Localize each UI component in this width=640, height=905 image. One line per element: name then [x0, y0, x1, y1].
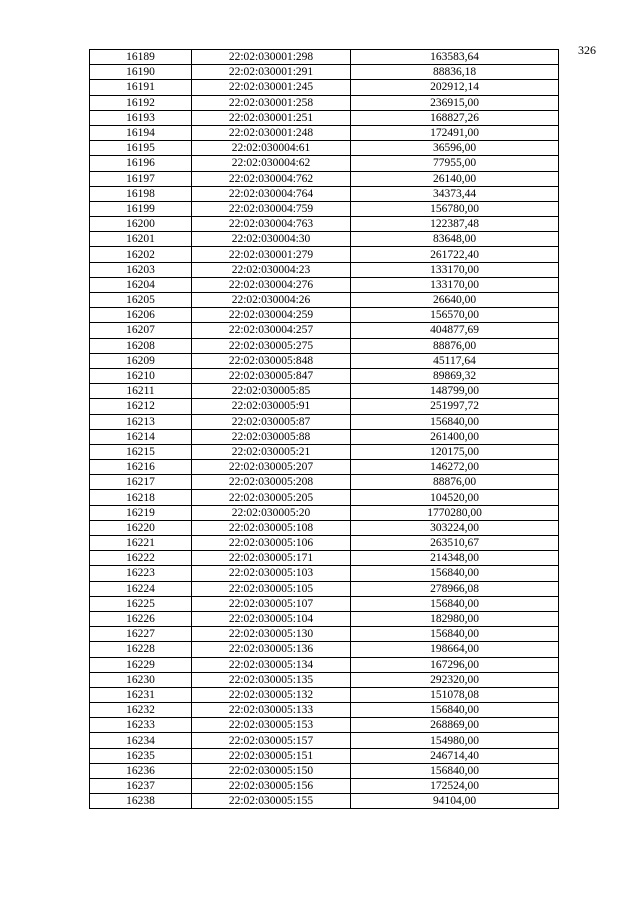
- row-number-cell: 16206: [90, 308, 192, 323]
- table-row: [90, 475, 559, 490]
- cadastral-value-cell: 303224,00: [351, 520, 559, 535]
- cadastral-number-cell: 22:02:030005:88: [192, 429, 351, 444]
- cadastral-number-cell: 22:02:030005:107: [192, 596, 351, 611]
- cadastral-value-cell: 1770280,00: [351, 505, 559, 520]
- table-row: [90, 627, 559, 642]
- table-row: [90, 384, 559, 399]
- table-row: [90, 718, 559, 733]
- table-row: [90, 247, 559, 262]
- cadastral-value-cell: 172524,00: [351, 779, 559, 794]
- row-number-cell: 16230: [90, 672, 192, 687]
- cadastral-number-cell: 22:02:030005:85: [192, 384, 351, 399]
- row-number-cell: 16237: [90, 779, 192, 794]
- table-row: [90, 156, 559, 171]
- table-row: [90, 50, 559, 65]
- row-number-cell: 16199: [90, 201, 192, 216]
- cadastral-value-cell: 122387,48: [351, 217, 559, 232]
- cadastral-value-cell: 167296,00: [351, 657, 559, 672]
- row-number-cell: 16228: [90, 642, 192, 657]
- cadastral-number-cell: 22:02:030005:87: [192, 414, 351, 429]
- cadastral-value-cell: 104520,00: [351, 490, 559, 505]
- table-row: [90, 657, 559, 672]
- cadastral-number-cell: 22:02:030005:20: [192, 505, 351, 520]
- cadastral-number-cell: 22:02:030005:156: [192, 779, 351, 794]
- table-row: [90, 642, 559, 657]
- cadastral-number-cell: 22:02:030005:155: [192, 794, 351, 809]
- table-row: [90, 733, 559, 748]
- row-number-cell: 16218: [90, 490, 192, 505]
- table-row: [90, 414, 559, 429]
- cadastral-value-cell: 156840,00: [351, 763, 559, 778]
- row-number-cell: 16214: [90, 429, 192, 444]
- cadastral-number-cell: 22:02:030005:153: [192, 718, 351, 733]
- table-row: [90, 353, 559, 368]
- row-number-cell: 16200: [90, 217, 192, 232]
- cadastral-value-cell: 292320,00: [351, 672, 559, 687]
- cadastral-value-cell: 268869,00: [351, 718, 559, 733]
- cadastral-number-cell: 22:02:030005:171: [192, 551, 351, 566]
- cadastral-value-cell: 156840,00: [351, 566, 559, 581]
- row-number-cell: 16202: [90, 247, 192, 262]
- row-number-cell: 16215: [90, 444, 192, 459]
- table-row: [90, 308, 559, 323]
- table-row: [90, 232, 559, 247]
- cadastral-value-cell: 214348,00: [351, 551, 559, 566]
- table-row: [90, 505, 559, 520]
- cadastral-value-cell: 26140,00: [351, 171, 559, 186]
- cadastral-number-cell: 22:02:030001:291: [192, 65, 351, 80]
- row-number-cell: 16213: [90, 414, 192, 429]
- table-row: [90, 794, 559, 809]
- cadastral-number-cell: 22:02:030005:150: [192, 763, 351, 778]
- row-number-cell: 16229: [90, 657, 192, 672]
- row-number-cell: 16232: [90, 703, 192, 718]
- cadastral-value-cell: 168827,26: [351, 110, 559, 125]
- table-row: [90, 217, 559, 232]
- table-row: [90, 201, 559, 216]
- cadastral-number-cell: 22:02:030005:157: [192, 733, 351, 748]
- cadastral-value-cell: 26640,00: [351, 293, 559, 308]
- cadastral-number-cell: 22:02:030005:136: [192, 642, 351, 657]
- row-number-cell: 16225: [90, 596, 192, 611]
- page-number: 326: [578, 43, 596, 57]
- cadastral-value-cell: 156840,00: [351, 703, 559, 718]
- row-number-cell: 16209: [90, 353, 192, 368]
- cadastral-value-cell: 156840,00: [351, 627, 559, 642]
- table-row: [90, 551, 559, 566]
- cadastral-number-cell: 22:02:030005:275: [192, 338, 351, 353]
- table-row: [90, 277, 559, 292]
- cadastral-number-cell: 22:02:030004:764: [192, 186, 351, 201]
- cadastral-value-cell: 133170,00: [351, 277, 559, 292]
- cadastral-number-cell: 22:02:030001:251: [192, 110, 351, 125]
- cadastral-value-cell: 148799,00: [351, 384, 559, 399]
- cadastral-number-cell: 22:02:030001:248: [192, 125, 351, 140]
- cadastral-number-cell: 22:02:030005:207: [192, 460, 351, 475]
- cadastral-value-cell: 120175,00: [351, 444, 559, 459]
- row-number-cell: 16227: [90, 627, 192, 642]
- cadastral-number-cell: 22:02:030005:91: [192, 399, 351, 414]
- cadastral-number-cell: 22:02:030004:26: [192, 293, 351, 308]
- cadastral-number-cell: 22:02:030004:759: [192, 201, 351, 216]
- cadastral-number-cell: 22:02:030005:106: [192, 536, 351, 551]
- row-number-cell: 16222: [90, 551, 192, 566]
- cadastral-number-cell: 22:02:030004:763: [192, 217, 351, 232]
- cadastral-value-cell: 88836,18: [351, 65, 559, 80]
- row-number-cell: 16238: [90, 794, 192, 809]
- cadastral-number-cell: 22:02:030005:104: [192, 611, 351, 626]
- cadastral-number-cell: 22:02:030005:108: [192, 520, 351, 535]
- table-row: [90, 293, 559, 308]
- cadastral-value-cell: 156570,00: [351, 308, 559, 323]
- cadastral-number-cell: 22:02:030001:279: [192, 247, 351, 262]
- table-row: [90, 444, 559, 459]
- row-number-cell: 16224: [90, 581, 192, 596]
- cadastral-value-cell: 94104,00: [351, 794, 559, 809]
- row-number-cell: 16231: [90, 687, 192, 702]
- table-row: [90, 520, 559, 535]
- cadastral-value-cell: 83648,00: [351, 232, 559, 247]
- cadastral-value-cell: 88876,00: [351, 475, 559, 490]
- row-number-cell: 16219: [90, 505, 192, 520]
- cadastral-number-cell: 22:02:030005:103: [192, 566, 351, 581]
- cadastral-number-cell: 22:02:030001:298: [192, 50, 351, 65]
- table-row: [90, 262, 559, 277]
- row-number-cell: 16190: [90, 65, 192, 80]
- cadastral-value-cell: 202912,14: [351, 80, 559, 95]
- row-number-cell: 16236: [90, 763, 192, 778]
- cadastral-number-cell: 22:02:030005:151: [192, 748, 351, 763]
- table-row: [90, 748, 559, 763]
- row-number-cell: 16191: [90, 80, 192, 95]
- cadastral-value-cell: 133170,00: [351, 262, 559, 277]
- row-number-cell: 16217: [90, 475, 192, 490]
- cadastral-value-cell: 151078,08: [351, 687, 559, 702]
- row-number-cell: 16208: [90, 338, 192, 353]
- cadastral-value-cell: 246714,40: [351, 748, 559, 763]
- cadastral-value-cell: 198664,00: [351, 642, 559, 657]
- table-row: [90, 566, 559, 581]
- row-number-cell: 16223: [90, 566, 192, 581]
- row-number-cell: 16203: [90, 262, 192, 277]
- table-row: [90, 703, 559, 718]
- table-row: [90, 338, 559, 353]
- row-number-cell: 16196: [90, 156, 192, 171]
- row-number-cell: 16193: [90, 110, 192, 125]
- table-row: [90, 687, 559, 702]
- row-number-cell: 16220: [90, 520, 192, 535]
- row-number-cell: 16198: [90, 186, 192, 201]
- row-number-cell: 16192: [90, 95, 192, 110]
- row-number-cell: 16235: [90, 748, 192, 763]
- row-number-cell: 16204: [90, 277, 192, 292]
- table-row: [90, 596, 559, 611]
- table-row: [90, 95, 559, 110]
- cadastral-value-cell: 156840,00: [351, 596, 559, 611]
- cadastral-value-cell: 45117,64: [351, 353, 559, 368]
- table-row: [90, 80, 559, 95]
- cadastral-number-cell: 22:02:030004:62: [192, 156, 351, 171]
- cadastral-number-cell: 22:02:030004:259: [192, 308, 351, 323]
- cadastral-number-cell: 22:02:030004:257: [192, 323, 351, 338]
- row-number-cell: 16233: [90, 718, 192, 733]
- table-row: [90, 125, 559, 140]
- cadastral-value-table: [89, 49, 559, 809]
- cadastral-value-cell: 263510,67: [351, 536, 559, 551]
- row-number-cell: 16234: [90, 733, 192, 748]
- cadastral-number-cell: 22:02:030005:135: [192, 672, 351, 687]
- table-row: [90, 323, 559, 338]
- table-row: [90, 399, 559, 414]
- row-number-cell: 16216: [90, 460, 192, 475]
- cadastral-value-cell: 77955,00: [351, 156, 559, 171]
- cadastral-number-cell: 22:02:030001:258: [192, 95, 351, 110]
- cadastral-number-cell: 22:02:030005:134: [192, 657, 351, 672]
- cadastral-number-cell: 22:02:030001:245: [192, 80, 351, 95]
- cadastral-number-cell: 22:02:030004:762: [192, 171, 351, 186]
- table-row: [90, 536, 559, 551]
- cadastral-value-cell: 34373,44: [351, 186, 559, 201]
- cadastral-value-cell: 182980,00: [351, 611, 559, 626]
- row-number-cell: 16205: [90, 293, 192, 308]
- table-row: [90, 581, 559, 596]
- cadastral-value-cell: 251997,72: [351, 399, 559, 414]
- cadastral-value-cell: 156840,00: [351, 414, 559, 429]
- row-number-cell: 16210: [90, 368, 192, 383]
- row-number-cell: 16211: [90, 384, 192, 399]
- row-number-cell: 16212: [90, 399, 192, 414]
- table-row: [90, 368, 559, 383]
- row-number-cell: 16195: [90, 141, 192, 156]
- table-row: [90, 110, 559, 125]
- cadastral-number-cell: 22:02:030005:21: [192, 444, 351, 459]
- cadastral-number-cell: 22:02:030005:205: [192, 490, 351, 505]
- row-number-cell: 16189: [90, 50, 192, 65]
- row-number-cell: 16194: [90, 125, 192, 140]
- row-number-cell: 16226: [90, 611, 192, 626]
- table-row: [90, 460, 559, 475]
- cadastral-value-cell: 163583,64: [351, 50, 559, 65]
- cadastral-value-cell: 404877,69: [351, 323, 559, 338]
- row-number-cell: 16197: [90, 171, 192, 186]
- table-row: [90, 141, 559, 156]
- cadastral-number-cell: 22:02:030004:23: [192, 262, 351, 277]
- cadastral-value-cell: 154980,00: [351, 733, 559, 748]
- table-row: [90, 779, 559, 794]
- table-body: [90, 50, 559, 809]
- table-row: [90, 490, 559, 505]
- table-row: [90, 763, 559, 778]
- cadastral-number-cell: 22:02:030005:132: [192, 687, 351, 702]
- cadastral-number-cell: 22:02:030005:105: [192, 581, 351, 596]
- cadastral-value-cell: 278966,08: [351, 581, 559, 596]
- row-number-cell: 16201: [90, 232, 192, 247]
- cadastral-number-cell: 22:02:030005:847: [192, 368, 351, 383]
- cadastral-number-cell: 22:02:030004:61: [192, 141, 351, 156]
- cadastral-value-cell: 172491,00: [351, 125, 559, 140]
- cadastral-value-cell: 146272,00: [351, 460, 559, 475]
- cadastral-value-cell: 261722,40: [351, 247, 559, 262]
- cadastral-value-cell: 36596,00: [351, 141, 559, 156]
- table-row: [90, 186, 559, 201]
- row-number-cell: 16207: [90, 323, 192, 338]
- cadastral-number-cell: 22:02:030005:848: [192, 353, 351, 368]
- cadastral-number-cell: 22:02:030005:130: [192, 627, 351, 642]
- table-row: [90, 611, 559, 626]
- table-row: [90, 65, 559, 80]
- cadastral-number-cell: 22:02:030005:133: [192, 703, 351, 718]
- row-number-cell: 16221: [90, 536, 192, 551]
- cadastral-number-cell: 22:02:030005:208: [192, 475, 351, 490]
- cadastral-value-cell: 236915,00: [351, 95, 559, 110]
- cadastral-value-cell: 89869,32: [351, 368, 559, 383]
- cadastral-value-cell: 156780,00: [351, 201, 559, 216]
- table-row: [90, 429, 559, 444]
- table-row: [90, 171, 559, 186]
- cadastral-number-cell: 22:02:030004:30: [192, 232, 351, 247]
- cadastral-number-cell: 22:02:030004:276: [192, 277, 351, 292]
- cadastral-value-cell: 261400,00: [351, 429, 559, 444]
- table-row: [90, 672, 559, 687]
- cadastral-value-cell: 88876,00: [351, 338, 559, 353]
